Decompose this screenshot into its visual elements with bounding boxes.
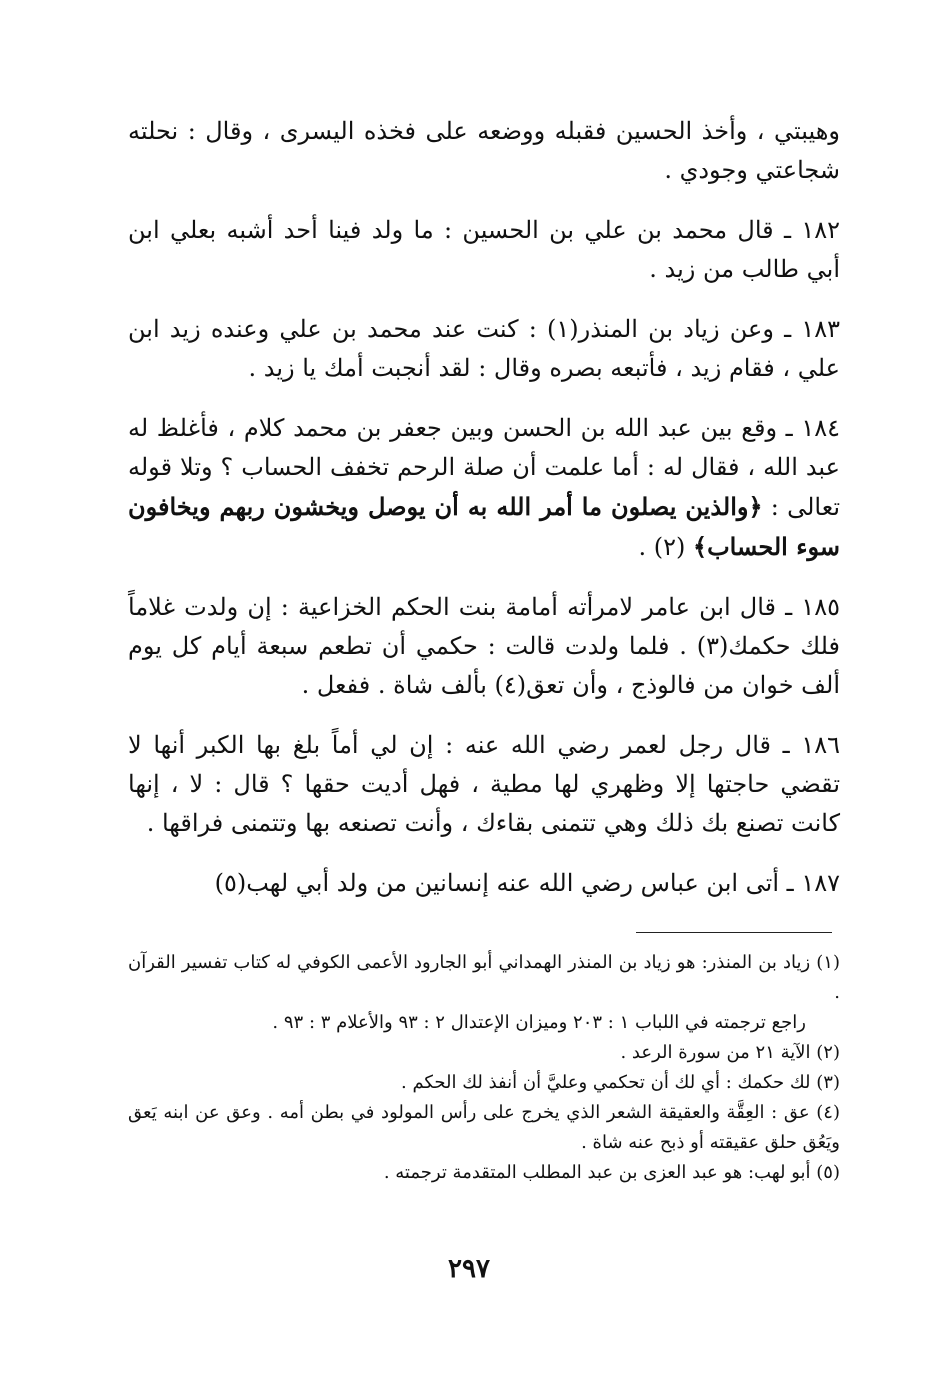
- main-text: [128, 112, 840, 924]
- paragraph-185: ١٨٥ ـ قال ابن عامر لامرأته أمامة بنت الحكم الخزاعية : إن ولدت غلاماً فلك حكمك(٣) . فلما ولدت قالت : حكمي أن تطعم سبعة أيام كل يوم ألف خوان من فالوذج ، وأن تعق(٤) بألف شاة . ففعل .: [128, 593, 841, 699]
- quran-verse: ﴿والذين يصلون ما أمر الله به أن يوصل ويخشون ربهم ويخافون سوء الحساب﴾: [128, 492, 840, 561]
- footnote-divider: [636, 932, 832, 933]
- paragraph-186: ١٨٦ ـ قال رجل لعمر رضي الله عنه : إن لي أماً بلغ بها الكبر أنها لا تقضي حاجتها إلا وظهري لها مطية ، فهل أديت حقها ؟ قال : لا ، إنها كانت تصنع بك ذلك وهي تتمنى بقاءك ، وأنت تصنعه بها وتتمنى فراقها .: [128, 731, 840, 837]
- footnote-5: (٥) أبو لهب: هو عبد العزى بن عبد المطلب المتقدمة ترجمته .: [383, 1162, 840, 1183]
- footnotes: [128, 948, 840, 1188]
- footnote-2: (٢) الآية ٢١ من سورة الرعد .: [620, 1042, 840, 1063]
- footnote-4: (٤) عق : العِقَّة والعقيقة الشعر الذي يخرج على رأس المولود في بطن أمه . وعق عن ابنه يَعق ويَعُق حلق عقيقته أو ذبح عنه شاة .: [128, 1102, 840, 1153]
- footnote-3: (٣) لك حكمك : أي لك أن تحكمي وعليَّ أن أنفذ لك الحكم .: [401, 1072, 840, 1093]
- paragraph-184-text: ١٨٤ ـ وقع بين عبد الله بن الحسن وبين جعفر بن محمد كلام ، فأغلظ له عبد الله ، فقال له : أما علمت أن صلة الرحم تخفف الحساب ؟ وتلا قوله تعالى :: [128, 414, 840, 521]
- paragraph-187: ١٨٧ ـ أتى ابن عباس رضي الله عنه إنسانين من ولد أبي لهب(٥): [214, 869, 840, 897]
- paragraph-182: ١٨٢ ـ قال محمد بن علي بن الحسين : ما ولد فينا أحد أشبه بعلي ابن أبي طالب من زيد .: [128, 216, 840, 283]
- paragraph-continuation: وهيبتي ، وأخذ الحسين فقبله ووضعه على فخذه اليسرى ، وقال : نحلته شجاعتي وجودي .: [128, 117, 840, 184]
- page-number: ٢٩٧: [448, 1254, 490, 1284]
- footnote-1: (١) زياد بن المنذر: هو زياد بن المنذر الهمداني أبو الجارود الأعمى الكوفي له كتاب تفسير القرآن .: [128, 952, 840, 1003]
- paragraph-183: ١٨٣ ـ وعن زياد بن المنذر(١) : كنت عند محمد بن علي وعنده زيد ابن علي ، فقام زيد ، فأتبعه بصره وقال : لقد أنجبت أمك يا زيد .: [128, 315, 840, 382]
- footnote-1-references: راجع ترجمته في اللباب ١ : ٢٠٣ وميزان الإعتدال ٢ : ٩٣ والأعلام ٣ : ٩٣ .: [272, 1012, 806, 1033]
- paragraph-184: [128, 409, 840, 567]
- footnote-ref-2: (٢) .: [638, 533, 686, 561]
